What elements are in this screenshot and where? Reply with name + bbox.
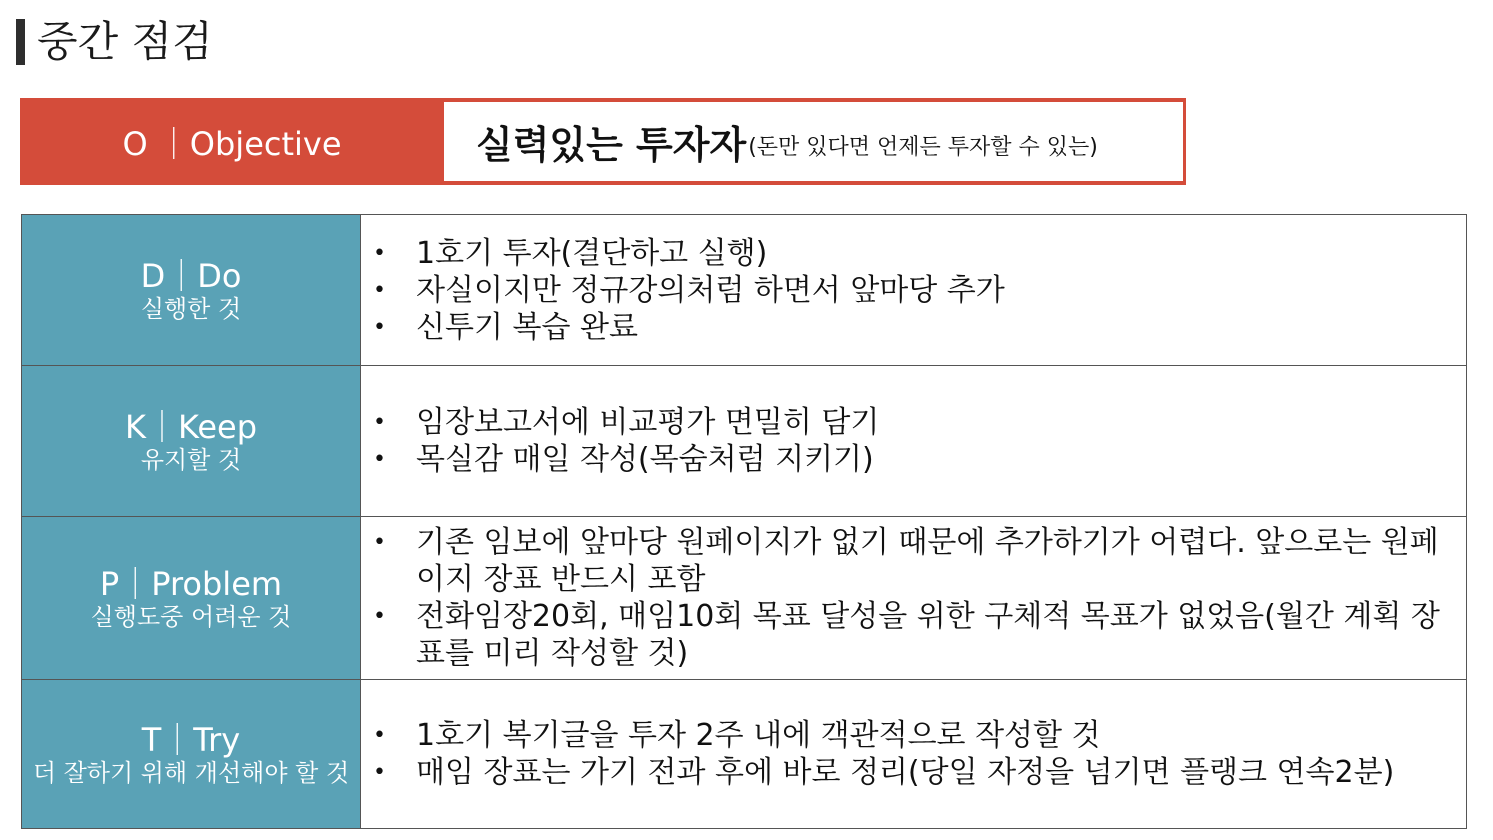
page-header [16, 14, 213, 70]
list-item-text: 자실이지만 정규강의처럼 하면서 앞마당 추가 [416, 272, 1005, 308]
objective-label: O ｜Objective [122, 124, 342, 163]
list-item-text: 신투기 복습 완료 [416, 309, 638, 345]
page-title: 중간 점검 [37, 17, 213, 66]
bullet-icon: • [373, 314, 386, 340]
list-item-text: 임장보고서에 비교평가 면밀히 담기 [416, 405, 880, 440]
row-try-title: T｜Try [141, 721, 241, 759]
bullet-icon: • [373, 447, 386, 472]
bullet-icon: • [373, 760, 386, 785]
row-problem-title: P｜Problem [99, 565, 283, 603]
row-do-subtitle: 실행한 것 [140, 295, 242, 323]
row-keep-header [22, 366, 361, 517]
list-item [373, 309, 1466, 346]
list-item [373, 754, 1466, 791]
row-try-content [361, 680, 1467, 829]
list-item-text: 매임 장표는 가기 전과 후에 바로 정리(당일 자정을 넘기면 플랭크 연속2분) [416, 755, 1395, 790]
bullet-icon: • [373, 530, 386, 555]
row-keep-title: K｜Keep [124, 408, 258, 446]
row-problem-content [361, 517, 1467, 680]
objective-box [444, 102, 1183, 181]
objective-sub-text: (돈만 있다면 언제든 투자할 수 있는) [748, 135, 1098, 160]
bullet-icon: • [373, 723, 386, 748]
row-problem-header [22, 517, 361, 680]
list-item [373, 598, 1466, 672]
row-try [22, 680, 1467, 829]
list-item [373, 524, 1466, 598]
list-item [373, 235, 1466, 272]
bullet-icon: • [373, 240, 386, 266]
row-do-header [22, 215, 361, 366]
list-item-text: 1호기 투자(결단하고 실행) [416, 235, 768, 271]
list-item-text: 전화임장20회, 매임10회 목표 달성을 위한 구체적 목표가 없었음(월간 계획 장표를 미리 작성할 것) [416, 599, 1440, 671]
objective-banner [20, 98, 1186, 185]
list-item [373, 272, 1466, 309]
row-keep-content [361, 366, 1467, 517]
objective-main-text: 실력있는 투자자 [476, 123, 747, 167]
row-do [22, 215, 1467, 366]
row-problem-list [361, 524, 1466, 672]
row-try-header [22, 680, 361, 829]
row-try-subtitle: 더 잘하기 위해 개선해야 할 것 [32, 759, 350, 787]
list-item-text: 목실감 매일 작성(목숨처럼 지키기) [416, 442, 874, 477]
bullet-icon: • [373, 604, 386, 629]
row-do-title: D｜Do [140, 257, 242, 295]
list-item [373, 404, 1466, 441]
bullet-icon: • [373, 410, 386, 435]
list-item-text: 1호기 복기글을 투자 2주 내에 객관적으로 작성할 것 [416, 718, 1101, 753]
row-keep-list [361, 404, 1466, 478]
list-item [373, 441, 1466, 478]
row-do-list [361, 235, 1466, 346]
row-problem [22, 517, 1467, 680]
list-item [373, 717, 1466, 754]
row-try-list [361, 717, 1466, 791]
row-do-content [361, 215, 1467, 366]
row-problem-subtitle: 실행도중 어려운 것 [90, 603, 292, 631]
row-keep-subtitle: 유지할 것 [140, 446, 242, 474]
title-accent-bar [16, 19, 25, 65]
bullet-icon: • [373, 277, 386, 303]
row-keep [22, 366, 1467, 517]
list-item-text: 기존 임보에 앞마당 원페이지가 없기 때문에 추가하기가 어렵다. 앞으로는 원페이지 장표 반드시 포함 [416, 525, 1439, 597]
kpt-table [21, 214, 1467, 829]
